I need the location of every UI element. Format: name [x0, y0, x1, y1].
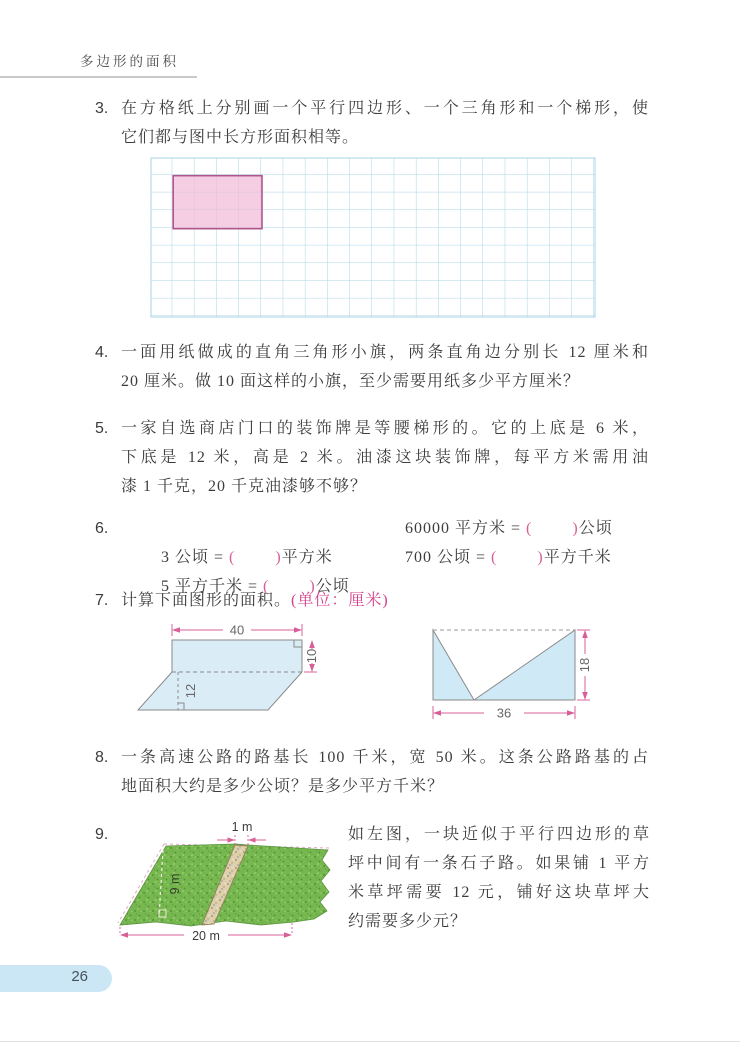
header-rule: [0, 76, 197, 78]
arrow-left-icon: [120, 932, 128, 938]
conversion-row: [121, 543, 649, 595]
conversion-pre: 3 公顷 =: [161, 549, 230, 566]
problem-text-line: 下底是 12 米，高是 2 米。油漆这块装饰牌，每平方米需用油: [121, 449, 649, 466]
dim-label-40: 40: [229, 622, 245, 638]
problem-text-line: 在方格纸上分别画一个平行四边形、一个三角形和一个梯形，使: [121, 100, 649, 117]
dim-label-10: 10: [304, 648, 319, 664]
problem-7: [95, 586, 649, 615]
problem-text-line: 约需要多少元？: [348, 913, 468, 930]
problem-number: 8.: [95, 749, 109, 766]
unit-note: (单位：厘米): [291, 592, 389, 609]
problem-3: [95, 94, 649, 152]
arrow-right-icon: [294, 627, 302, 633]
problem-number: 7.: [95, 592, 109, 609]
conversion-item: [405, 514, 613, 543]
dim-label-12: 12: [183, 683, 198, 699]
problem-text-line: 漆 1 千克，20 千克油漆够不够？: [121, 478, 368, 495]
conversion-pre: 700 公顷 =: [405, 549, 492, 566]
conversion-post: 平方米: [281, 549, 333, 566]
arrow-left-icon: [172, 627, 180, 633]
answer-blank: ( ): [491, 549, 544, 566]
arrow-right-icon: [228, 837, 236, 842]
problem-number: 6.: [95, 520, 109, 537]
arrow-down-icon: [582, 692, 588, 700]
problem-text-line: 如左图，一块近似于平行四边形的草: [348, 826, 650, 843]
problem-text-line: 一条高速公路的路基长 100 千米，宽 50 米。这条公路路基的占: [121, 749, 649, 766]
problem-text-line: 坪中间有一条石子路。如果铺 1 平方: [348, 855, 650, 872]
problem-text-line: 它们都与图中长方形面积相等。: [121, 129, 360, 146]
problem-5: [95, 414, 649, 501]
arrow-right-icon: [284, 932, 292, 938]
problem-text-line: 20 厘米。做 10 面这样的小旗，至少需要用纸多少平方厘米？: [121, 373, 581, 390]
figure-triangles-shape: [418, 614, 618, 726]
problem-8: [95, 743, 649, 801]
arrow-left-icon: [248, 837, 256, 842]
composite-rectangle: [172, 640, 302, 672]
page-edge-line: [0, 1041, 740, 1042]
arrow-up-icon: [582, 630, 588, 638]
problem-text: 计算下面图形的面积。: [121, 592, 292, 609]
answer-blank: ( ): [263, 578, 316, 595]
grid-paper-figure: [150, 157, 600, 322]
problem-number: 4.: [95, 344, 109, 361]
problem-6: [95, 514, 649, 595]
dim-label-20m: 20 m: [192, 929, 220, 943]
dim-label-9m: 9 m: [168, 873, 182, 895]
right-triangle: [474, 630, 575, 700]
problem-9-text: [348, 820, 650, 936]
arrow-up-icon: [309, 640, 315, 648]
problem-text-line: 一家自选商店门口的装饰牌是等腰梯形的。它的上底是 6 米，: [121, 420, 649, 437]
problem-number: 5.: [95, 420, 109, 437]
arrow-right-icon: [567, 710, 575, 716]
problem-number: 9.: [95, 826, 109, 843]
conversion-post: 平方千米: [543, 549, 612, 566]
answer-blank: ( ): [526, 520, 579, 537]
conversion-pre: 5 平方千米 =: [161, 578, 264, 595]
figure-lawn-illustration: [106, 818, 356, 958]
dim-label-18: 18: [577, 657, 592, 673]
composite-parallelogram: [138, 672, 302, 710]
conversion-post: 公顷: [315, 578, 350, 595]
page-number-pill: [0, 965, 112, 992]
answer-blank: ( ): [229, 549, 282, 566]
conversion-pre: 60000 平方米 =: [405, 520, 527, 537]
dim-label-1m: 1 m: [231, 820, 253, 834]
conversion-item: [405, 543, 612, 572]
page-number: 26: [71, 968, 88, 985]
conversion-post: 公顷: [578, 520, 613, 537]
left-triangle: [433, 630, 474, 700]
arrow-left-icon: [433, 710, 441, 716]
arrow-down-icon: [309, 664, 315, 672]
running-header: 多边形的面积: [80, 54, 179, 69]
dim-label-36: 36: [496, 705, 512, 721]
problem-4: [95, 338, 649, 396]
pink-rectangle: [173, 176, 262, 229]
problem-number: 3.: [95, 100, 109, 117]
problem-text-line: 地面积大约是多少公顷？是多少平方千米？: [121, 778, 445, 795]
problem-text-line: 一面用纸做成的直角三角形小旗，两条直角边分别长 12 厘米和: [121, 344, 649, 361]
figure-composite-shape: [103, 614, 363, 740]
problem-text-line: 米草坪需要 12 元，铺好这块草坪大: [348, 884, 650, 901]
